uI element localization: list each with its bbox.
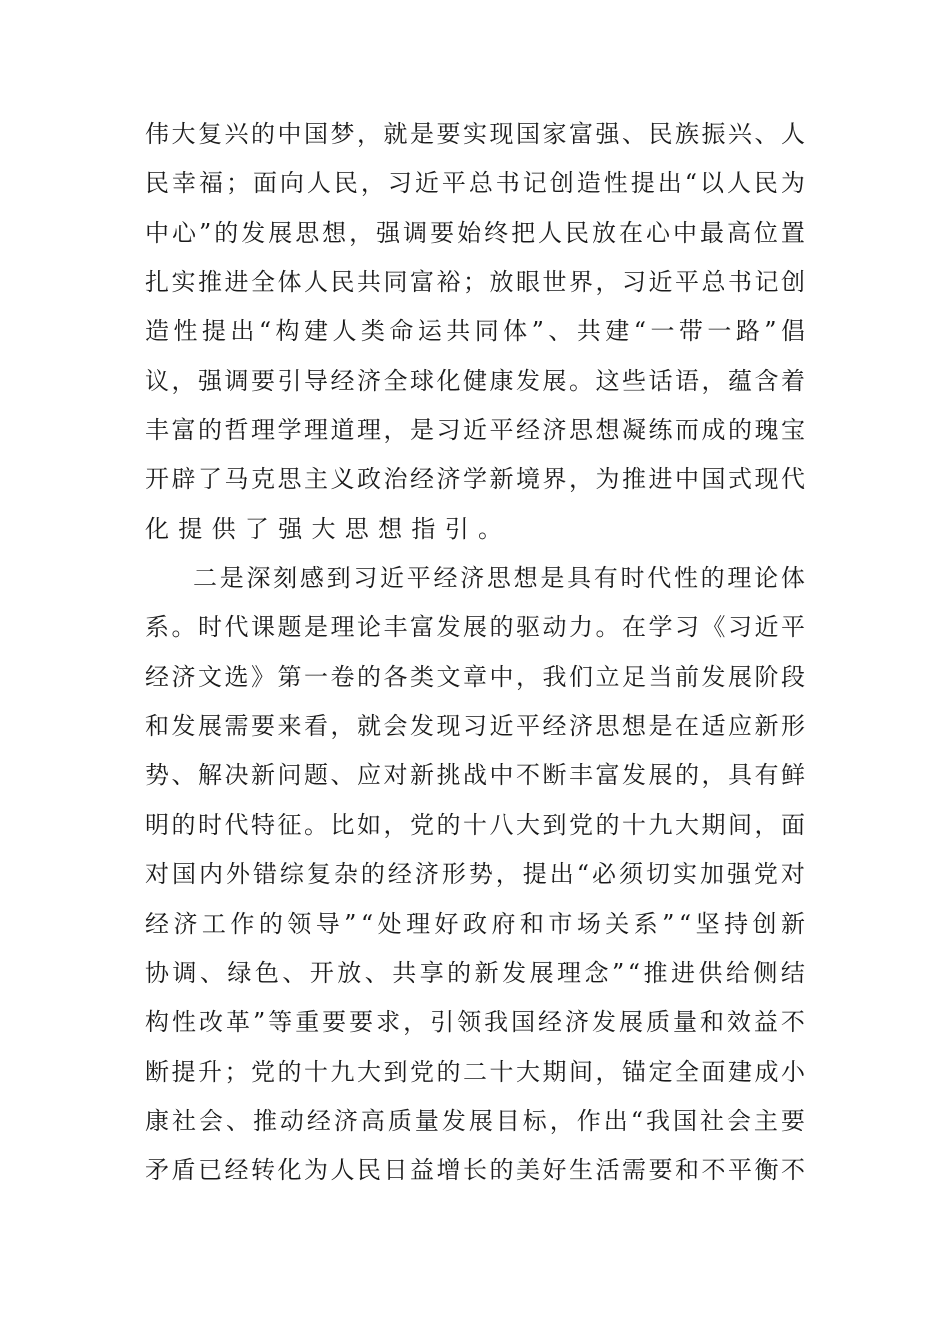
text-line: 议 ， 强 调 要 引 导 经 济 全 球 化 健 康 发 展 。 这 些 话 语 ， 蕴 含 着 xyxy=(145,366,805,395)
text-line: 经 济 工 作 的 领 导 ” “ 处 理 好 政 府 和 市 场 关 系 ” “ 坚 持 创 新 xyxy=(145,909,805,938)
text-line: 协 调 、 绿 色 、 开 放 、 共 享 的 新 发 展 理 念 ” “ 推 进 供 给 侧 结 xyxy=(145,958,805,987)
text-line: 化提供了强大思想指引。 xyxy=(145,514,512,543)
text-line: 势 、 解 决 新 问 题 、 应 对 新 挑 战 中 不 断 丰 富 发 展 的 ， 具 有 鲜 xyxy=(145,761,805,790)
text-line: 民 幸 福 ； 面 向 人 民 ， 习 近 平 总 书 记 创 造 性 提 出 “ 以 人 民 为 xyxy=(145,169,805,198)
text-line: 开 辟 了 马 克 思 主 义 政 治 经 济 学 新 境 界 ， 为 推 进 中 国 式 现 代 xyxy=(145,465,805,494)
text-line: 对 国 内 外 错 综 复 杂 的 经 济 形 势 ， 提 出 “ 必 须 切 实 加 强 党 对 xyxy=(145,860,805,889)
text-line: 伟 大 复 兴 的 中 国 梦 ， 就 是 要 实 现 国 家 富 强 、 民 族 振 兴 、 人 xyxy=(145,120,805,148)
text-line: 系 。 时 代 课 题 是 理 论 丰 富 发 展 的 驱 动 力 。 在 学 习 《 习 近 平 xyxy=(145,613,805,642)
text-line: 经 济 文 选 》 第 一 卷 的 各 类 文 章 中 ， 我 们 立 足 当 前 发 展 阶 段 xyxy=(145,662,805,691)
text-line: 矛 盾 已 经 转 化 为 人 民 日 益 增 长 的 美 好 生 活 需 要 和 不 平 衡 不 xyxy=(145,1156,805,1185)
text-line: 构 性 改 革 ” 等 重 要 要 求 ， 引 领 我 国 经 济 发 展 质 量 和 效 益 不 xyxy=(145,1008,805,1037)
text-line: 造 性 提 出 “ 构 建 人 类 命 运 共 同 体 ” 、 共 建 “ 一 带 一 路 ” 倡 xyxy=(145,317,805,346)
text-line: 康 社 会 、 推 动 经 济 高 质 量 发 展 目 标 ， 作 出 “ 我 国 社 会 主 要 xyxy=(145,1106,805,1135)
text-line: 中 心 ” 的 发 展 思 想 ， 强 调 要 始 终 把 人 民 放 在 心 中 最 高 位 置 xyxy=(145,218,805,247)
body-text xyxy=(145,122,805,1208)
text-line: 断 提 升 ； 党 的 十 九 大 到 党 的 二 十 大 期 间 ， 锚 定 全 面 建 成 小 xyxy=(145,1057,805,1086)
text-line: 丰 富 的 哲 理 学 理 道 理 ， 是 习 近 平 经 济 思 想 凝 练 而 成 的 瑰 宝 xyxy=(145,416,805,445)
text-line: 和 发 展 需 要 来 看 ， 就 会 发 现 习 近 平 经 济 思 想 是 在 适 应 新 形 xyxy=(145,712,805,741)
text-line: 明 的 时 代 特 征 。 比 如 ， 党 的 十 八 大 到 党 的 十 九 大 期 间 ， 面 xyxy=(145,810,805,839)
text-line: 二 是 深 刻 感 到 习 近 平 经 济 思 想 是 具 有 时 代 性 的 理 论 体 xyxy=(193,564,805,593)
text-line: 扎 实 推 进 全 体 人 民 共 同 富 裕 ； 放 眼 世 界 ， 习 近 平 总 书 记 创 xyxy=(145,268,805,297)
